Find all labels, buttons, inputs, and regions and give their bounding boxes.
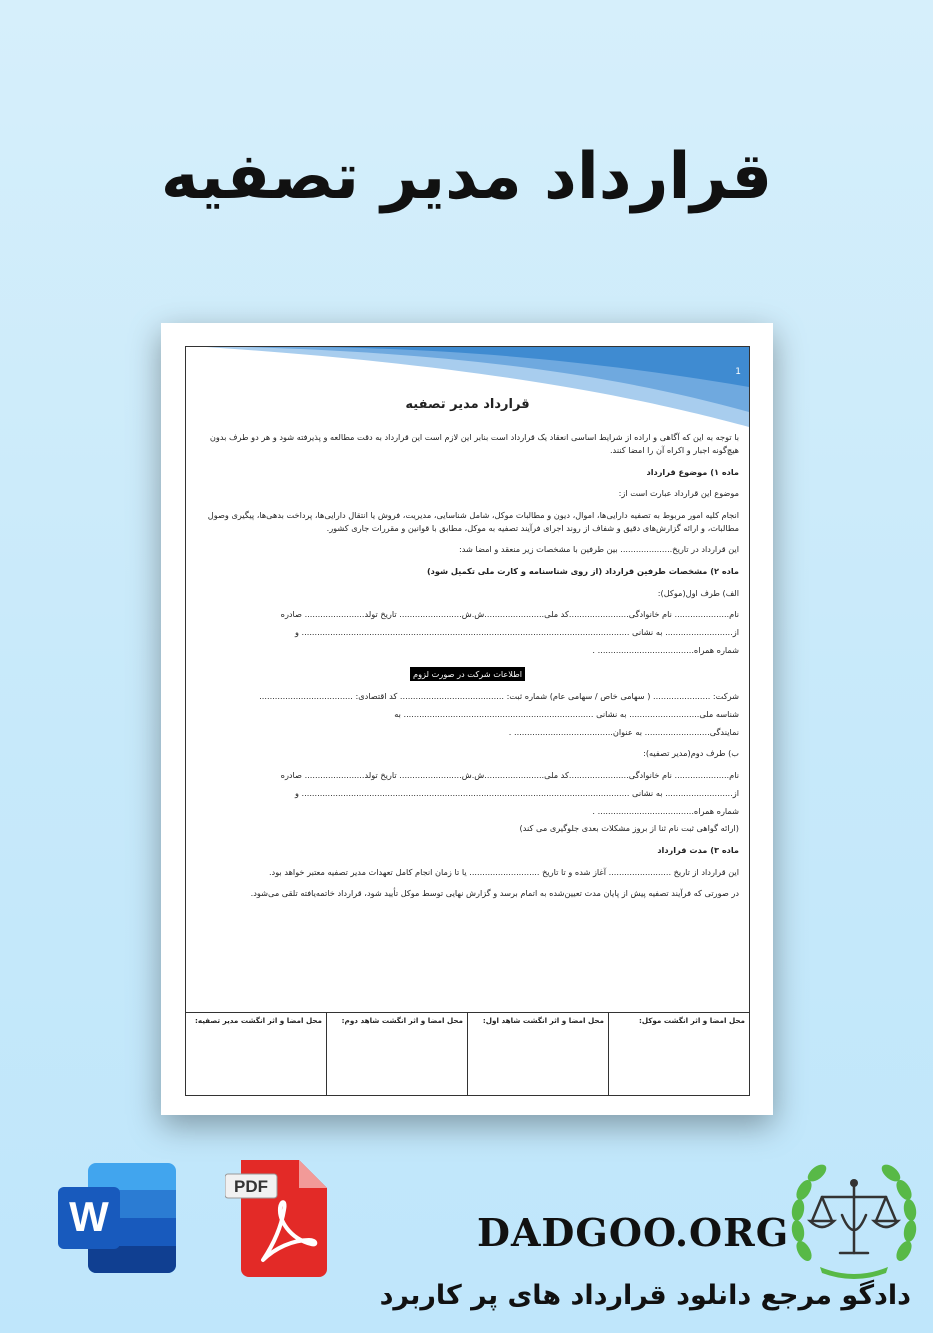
party1-line2: از.......................... به نشانی .............................................................................................................................. و [294,627,739,638]
tagline: دادگو مرجع دانلود قرارداد های پر کاربرد [379,1280,911,1311]
party1-line3: شماره همراه..................................... . [592,644,739,655]
page-number: 1 [735,367,741,377]
pdf-label: PDF [234,1177,268,1196]
contract-date-line: این قرارداد در تاریخ.................... بین طرفین با مشخصات زیر منعقد و امضا شد: [459,544,739,555]
party2-line2: از.......................... به نشانی .............................................................................................................................. و [294,787,739,798]
company-line3: نمایندگی......................... به عنوان...................................... . [508,726,739,737]
poster-title: قرارداد مدیر تصفیه [160,140,773,214]
article1-line1: موضوع این قرارداد عبارت است از: [618,488,739,499]
site-name: DADGOO.ORG [477,1210,790,1255]
signature-table [186,1012,749,1095]
party2-line3: شماره همراه..................................... . [592,805,739,816]
company-line2: شناسه ملی........................... به نشانی ......................................................................... به [394,708,739,719]
article3-line1: این قرارداد از تاریخ ........................ آغاز شده و تا تاریخ ........................... یا تا زمان انجام کامل تعهدات مدیر تصفیه معتبر خواهد بود. [268,866,739,877]
party1-heading: الف) طرف اول(موکل): [657,587,739,598]
word-icon [58,1163,176,1273]
article2-title: ماده ۲) مشخصات طرفین قرارداد (از روی شناسنامه و کارت ملی تکمیل شود) [426,566,739,577]
signature-cell-witness2: محل امضا و اثر انگشت شاهد دوم: [326,1013,467,1095]
company-line1: شرکت: ...................... ( سهامی خاص / سهامی عام) شماره ثبت: ........................................ کد اقتصادی: .................................... [259,691,739,702]
dadgoo-logo-icon [790,1155,918,1283]
party2-line1: نام..................... نام خانوادگی.......................کد ملی.......................ش.ش........................ تاریخ تولد....................... صادره [280,770,739,781]
pdf-icon [225,1160,327,1277]
article1-title: ماده ۱) موضوع قرارداد [646,466,739,477]
party1-line1: نام..................... نام خانوادگی.......................کد ملی.......................ش.ش........................ تاریخ تولد....................... صادره [280,609,739,620]
document-title: قرارداد مدیر تصفیه [405,397,530,412]
signature-cell-client: محل امضا و اثر انگشت موکل: [608,1013,749,1095]
registration-note: (ارائه گواهی ثبت نام ثنا از بروز مشکلات بعدی جلوگیری می کند) [519,823,739,834]
article3-title: ماده ۳) مدت قرارداد [657,844,739,855]
party2-heading: ب) طرف دوم(مدیر تصفیه): [643,748,739,759]
article3-line2: در صورتی که فرآیند تصفیه پیش از پایان مدت تعیین‌شده به اتمام برسد و گزارش نهایی توسط موکل تأیید شود، قرارداد خاتمه‌یافته تلقی می‌شود. [250,888,739,899]
document-body [196,395,739,909]
intro-paragraph: با توجه به این که آگاهی و اراده از شرایط اساسی انعقاد یک قرارداد است بنابر این لازم است این قرارداد به دقت مطالعه و پذیرفته شود و هر دو طرف بدون هیچ‌گونه اجبار و اکراه آن را امضا کنند. [209,432,739,455]
document-preview [161,323,773,1115]
company-info-label: اطلاعات شرکت در صورت لزوم [410,667,525,682]
document-page [185,346,750,1096]
word-letter: W [69,1193,109,1240]
signature-cell-witness1: محل امضا و اثر انگشت شاهد اول: [467,1013,608,1095]
signature-cell-liquidator: محل امضا و اثر انگشت مدیر تصفیه: [194,1016,322,1025]
article1-line2: انجام کلیه امور مربوط به تصفیه دارایی‌ها، اموال، دیون و مطالبات موکل، شامل شناسایی، مدیریت، فروش یا انتقال دارایی‌ها، پرداخت بدهی‌ها، پیگیری وصول مطالبات، و ارائه گزارش‌های دقیق و شفاف از روند اجرای فرآیند تصفیه به موکل، مطابق با قوانین و مقررات جاری کشور. [207,509,739,533]
